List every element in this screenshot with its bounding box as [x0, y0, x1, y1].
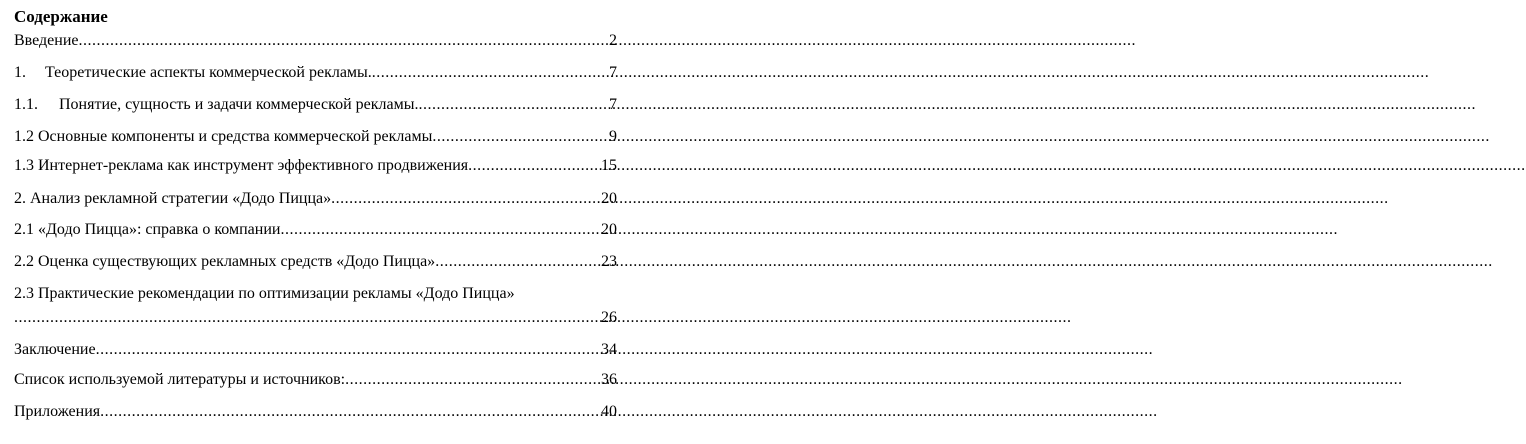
toc-entry-text: Список используемой литературы и источников: — [14, 371, 346, 388]
toc-leader-dots — [331, 189, 599, 209]
toc-entry-section-1-2[interactable] — [14, 127, 617, 147]
toc-entry-number: 1.1. — [14, 96, 38, 113]
toc-entry-page: 2 — [609, 32, 617, 49]
toc-entry-page: 40 — [601, 403, 617, 420]
toc-heading: Содержание — [14, 7, 108, 26]
toc-leader-dots — [419, 95, 607, 115]
toc-entry-page: 20 — [601, 190, 617, 207]
toc-entry-page: 34 — [601, 341, 617, 358]
toc-entry-text: 2.3 Практические рекомендации по оптимизации рекламы «Додо Пицца» — [14, 285, 515, 302]
document-page — [0, 0, 665, 444]
toc-entry-number: 1. — [14, 64, 26, 81]
toc-entry-chapter-2[interactable] — [14, 189, 617, 209]
toc-entry-text: 1.2 Основные компоненты и средства коммерческой рекламы — [14, 128, 433, 145]
toc-entry-chapter-1[interactable] — [14, 63, 617, 83]
toc-entry-text: 2.1 «Додо Пицца»: справка о компании — [14, 221, 281, 238]
toc-leader-dots — [96, 340, 599, 360]
toc-entry-text: 2. Анализ рекламной стратегии «Додо Пицца» — [14, 190, 332, 207]
toc-leader-dots — [100, 402, 599, 422]
toc-entry-section-1-1[interactable] — [14, 95, 617, 115]
toc-leader-dots — [372, 63, 607, 83]
toc-entry-page: 15 — [601, 157, 617, 174]
toc-leader-dots — [432, 127, 607, 147]
toc-entry-text: Приложения — [14, 403, 101, 420]
toc-entry-section-2-1[interactable] — [14, 220, 617, 240]
toc-entry-page: 36 — [601, 371, 617, 388]
toc-entry-text: Заключение — [14, 341, 96, 358]
toc-entry-text: 2.2 Оценка существующих рекламных средств «Додо Пицца» — [14, 253, 436, 270]
toc-entry-conclusion[interactable] — [14, 340, 617, 360]
toc-entry-section-2-3-continuation[interactable] — [14, 308, 617, 328]
toc-entry-page: 7 — [609, 64, 617, 81]
toc-entry-page: 7 — [609, 96, 617, 113]
toc-entry-section-2-2[interactable] — [14, 252, 617, 272]
toc-leader-dots — [79, 31, 608, 51]
toc-entry-page: 26 — [601, 309, 617, 326]
toc-leader-dots — [280, 220, 599, 240]
toc-leader-dots — [435, 252, 599, 272]
toc-leader-dots — [345, 370, 599, 390]
toc-entry-page: 9 — [609, 128, 617, 145]
toc-entry-section-2-3[interactable] — [14, 284, 617, 304]
toc-leader-dots — [468, 156, 599, 176]
toc-entry-bibliography[interactable] — [14, 370, 617, 390]
toc-entry-text: 1.3 Интернет-реклама как инструмент эффективного продвижения — [14, 157, 469, 174]
toc-entry-section-1-3[interactable] — [14, 156, 617, 176]
toc-leader-dots — [14, 308, 599, 328]
toc-entry-page: 20 — [601, 221, 617, 238]
toc-entry-page: 23 — [601, 253, 617, 270]
toc-entry-appendices[interactable] — [14, 402, 617, 422]
toc-entry-text: Теоретические аспекты коммерческой рекламы. — [45, 64, 372, 81]
toc-entry-introduction[interactable] — [14, 31, 617, 51]
toc-entry-text: Введение — [14, 32, 79, 49]
toc-entry-text: Понятие, сущность и задачи коммерческой рекламы. — [59, 96, 419, 113]
